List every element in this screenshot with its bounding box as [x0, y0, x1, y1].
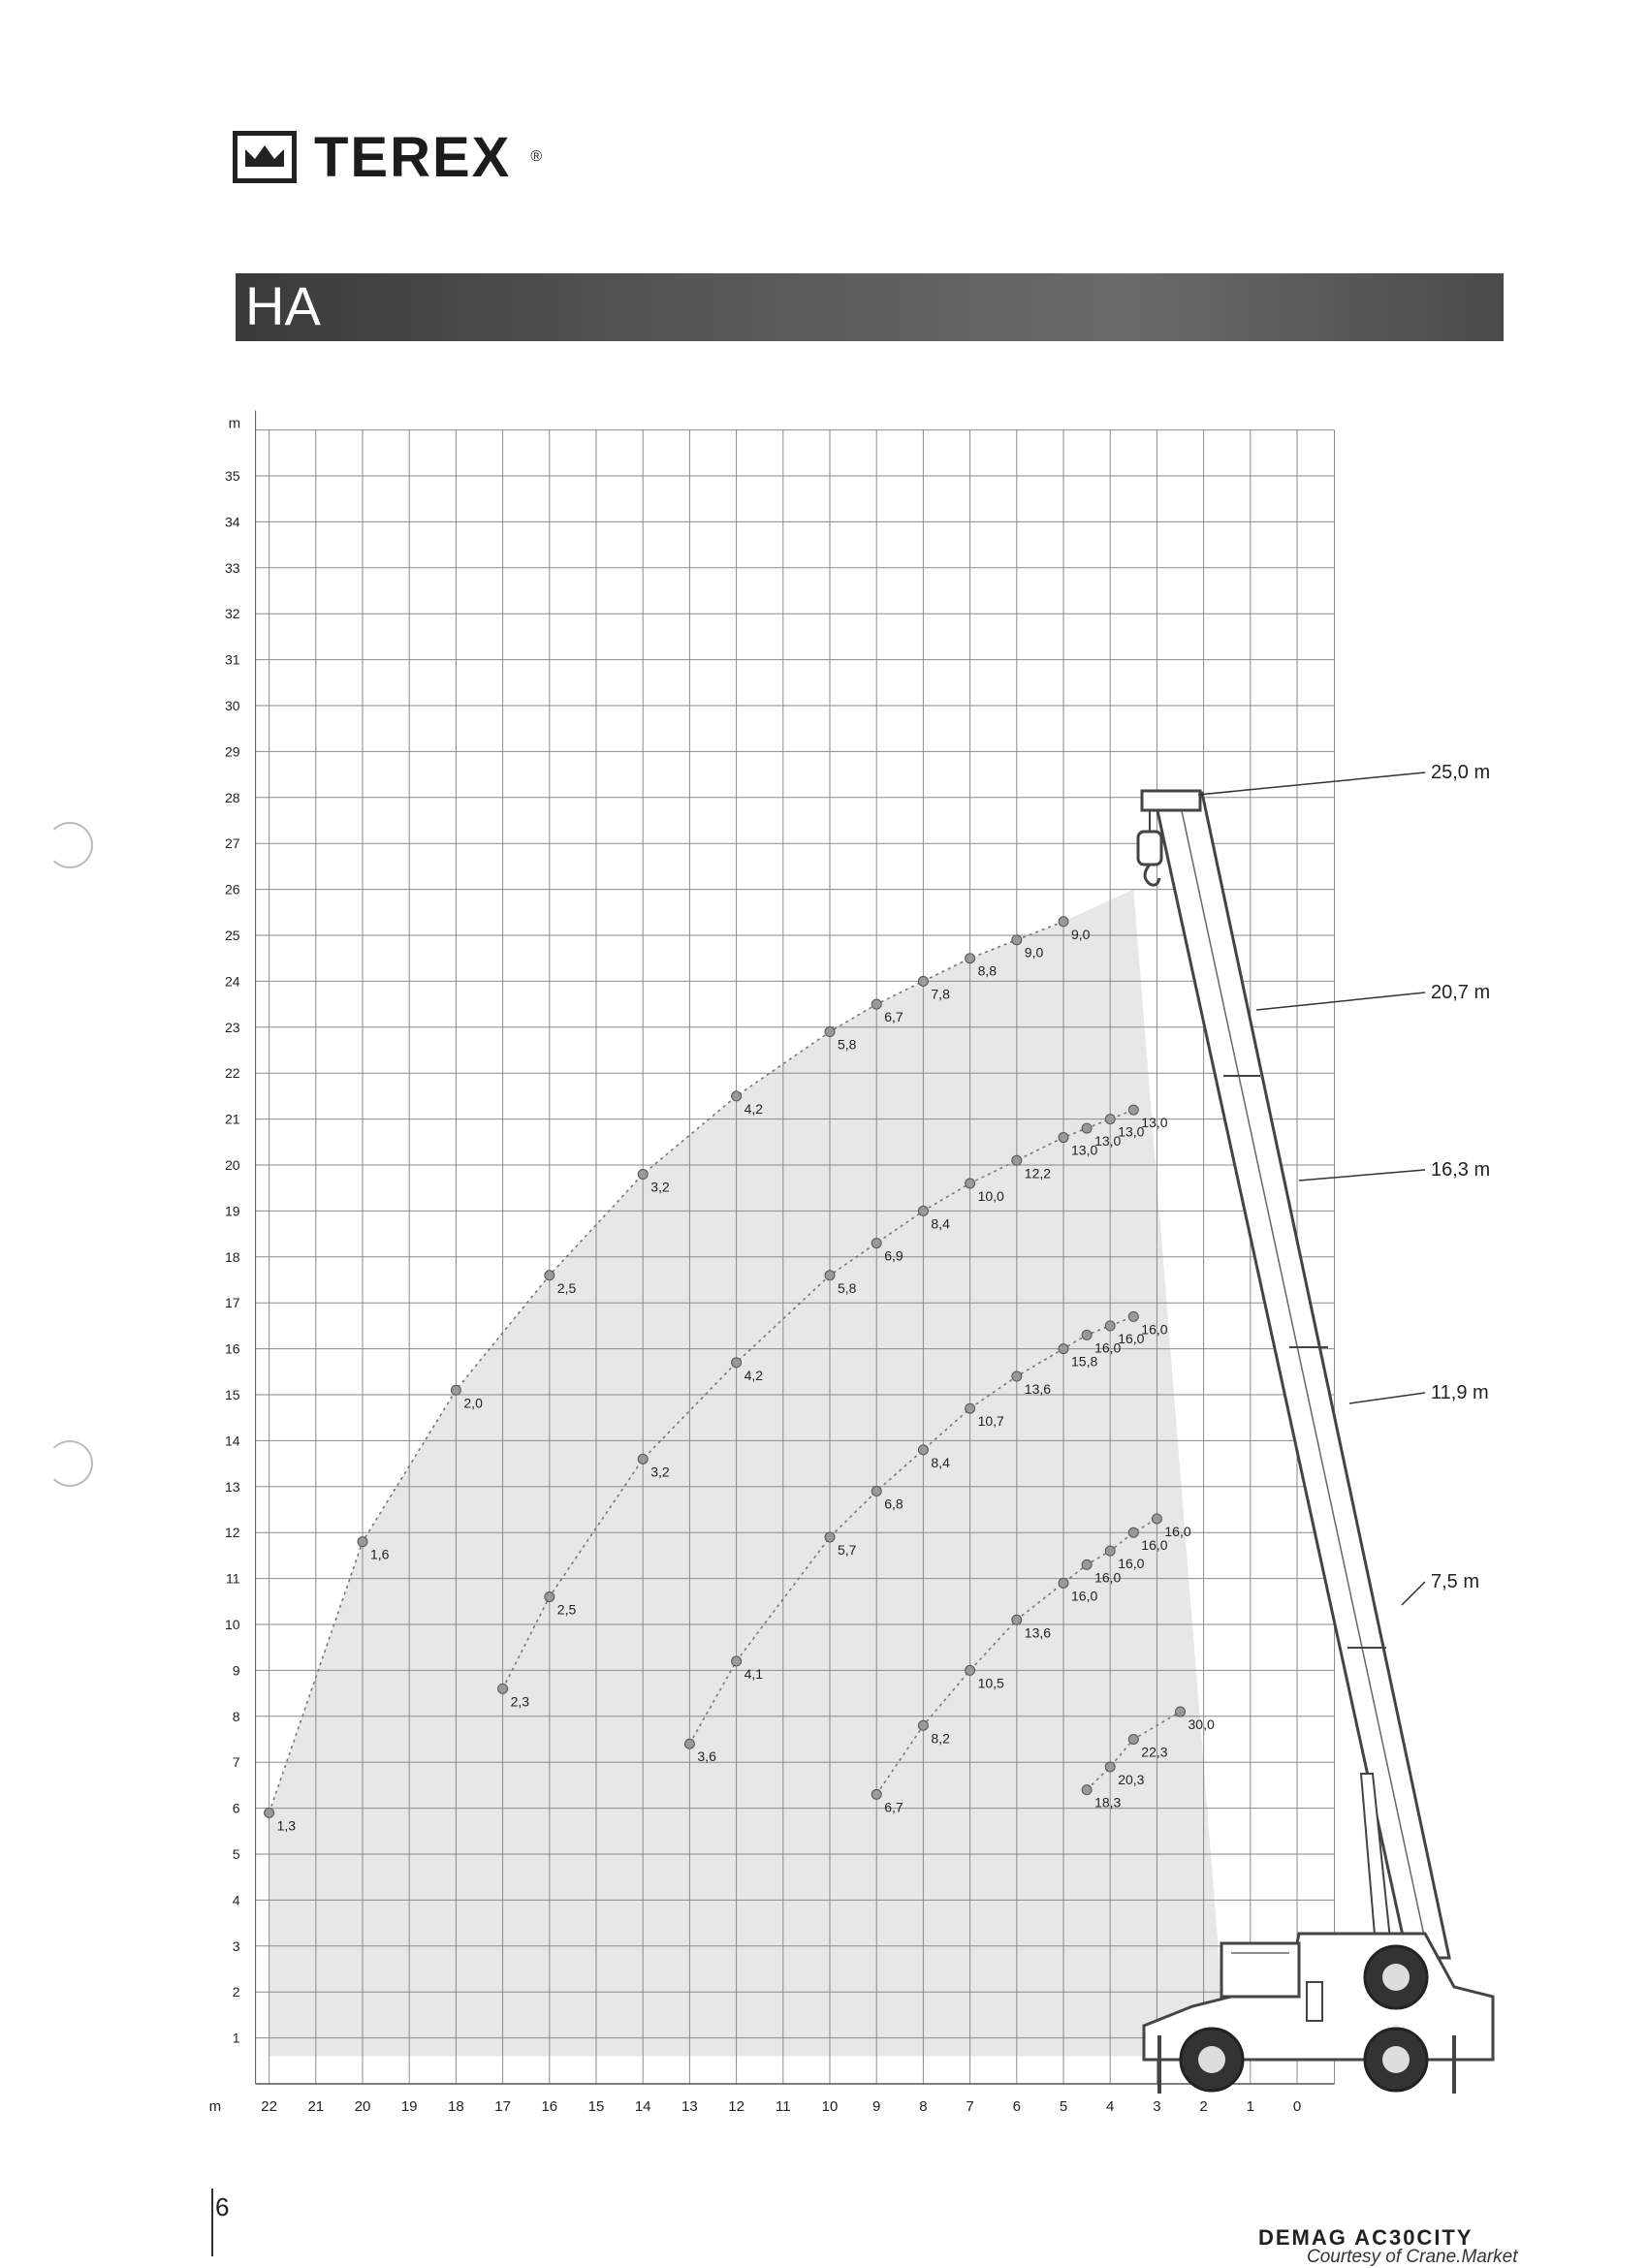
y-tick-label: 22	[225, 1065, 240, 1082]
load-point	[1012, 935, 1022, 945]
y-tick-label: 13	[225, 1478, 240, 1495]
load-point-label: 16,0	[1094, 1569, 1122, 1586]
range-shade-area	[269, 890, 1227, 2057]
x-tick-label: 14	[634, 2098, 651, 2115]
load-point-label: 8,8	[977, 962, 998, 979]
crane-cab	[1221, 1943, 1299, 1997]
y-tick-label: 5	[232, 1846, 240, 1862]
load-point	[1059, 1133, 1068, 1143]
load-point	[732, 1091, 742, 1101]
load-point-label: 5,7	[838, 1541, 857, 1558]
brand-name: TEREX	[314, 125, 512, 189]
x-tick-label: 0	[1292, 2098, 1302, 2115]
load-point	[732, 1358, 742, 1368]
load-point-label: 20,3	[1118, 1771, 1145, 1787]
load-point	[498, 1684, 508, 1693]
load-point	[545, 1271, 555, 1280]
load-point	[825, 1532, 835, 1542]
load-point-label: 2,3	[510, 1693, 530, 1710]
load-point-label: 13,6	[1024, 1381, 1052, 1398]
load-point	[1059, 917, 1068, 927]
y-tick-label: 27	[225, 835, 240, 852]
y-tick-label: 12	[225, 1525, 240, 1541]
load-point-label: 2,0	[463, 1395, 483, 1411]
x-tick-label: 2	[1199, 2098, 1208, 2115]
wheel-hub	[1382, 1964, 1410, 1991]
x-tick-label: 16	[541, 2098, 558, 2115]
load-point-label: 10,5	[977, 1675, 1004, 1691]
load-point	[872, 1487, 881, 1496]
load-point	[1176, 1707, 1186, 1717]
y-tick-label: 20	[225, 1157, 240, 1173]
load-point	[872, 999, 881, 1009]
x-tick-label: 12	[728, 2098, 745, 2115]
y-tick-label: 8	[232, 1708, 240, 1724]
load-point-label: 5,8	[838, 1279, 857, 1296]
x-tick-label: 17	[494, 2098, 511, 2115]
boom-label-leader	[1299, 1170, 1425, 1181]
load-point-label: 6,7	[884, 1009, 903, 1025]
load-point-label: 8,2	[931, 1730, 950, 1747]
load-point	[1105, 1762, 1115, 1772]
load-point-label: 9,0	[1024, 944, 1044, 961]
load-point-label: 4,2	[744, 1100, 764, 1117]
load-point	[1105, 1115, 1115, 1124]
load-point-label: 3,2	[650, 1179, 670, 1195]
load-point-label: 4,1	[744, 1665, 764, 1682]
load-point	[966, 1665, 975, 1675]
load-point	[1105, 1546, 1115, 1556]
load-point-label: 13,6	[1024, 1624, 1052, 1641]
load-point-label: 10,7	[977, 1413, 1004, 1430]
load-point	[1128, 1528, 1138, 1537]
y-tick-label: 3	[232, 1937, 240, 1954]
x-tick-label: 21	[307, 2098, 325, 2115]
x-tick-label: 8	[919, 2098, 928, 2115]
load-point	[684, 1739, 694, 1748]
load-point-label: 16,0	[1118, 1330, 1145, 1346]
load-point-label: 30,0	[1188, 1717, 1215, 1733]
load-point-label: 15,8	[1071, 1353, 1098, 1370]
section-header-label: HA	[245, 275, 321, 336]
y-tick-label: 19	[225, 1203, 240, 1219]
x-tick-label: 11	[776, 2098, 791, 2115]
load-point	[1012, 1371, 1022, 1381]
load-point	[1012, 1615, 1022, 1624]
y-tick-label: 29	[225, 743, 240, 760]
load-point	[918, 1445, 928, 1455]
y-tick-label: 32	[225, 606, 240, 622]
y-tick-label: 25	[225, 928, 240, 943]
x-tick-label: 9	[872, 2098, 881, 2115]
load-point-label: 16,0	[1118, 1556, 1145, 1572]
boom-label-leader	[1402, 1582, 1425, 1605]
load-point	[872, 1789, 881, 1799]
load-point	[1152, 1514, 1161, 1524]
load-point-label: 1,3	[276, 1817, 297, 1834]
x-tick-label: 20	[354, 2098, 371, 2115]
load-point-label: 3,2	[650, 1464, 670, 1480]
load-point	[1059, 1344, 1068, 1354]
load-point	[825, 1027, 835, 1037]
registered-mark: ®	[530, 148, 543, 165]
x-tick-label: 3	[1153, 2098, 1161, 2115]
load-point	[545, 1592, 555, 1602]
load-point-label: 12,2	[1024, 1165, 1052, 1181]
load-point	[1128, 1735, 1138, 1745]
load-point	[918, 1206, 928, 1215]
boom-label-leader	[1349, 1393, 1425, 1403]
load-point-label: 6,9	[884, 1247, 903, 1264]
load-point-label: 13,0	[1118, 1123, 1145, 1140]
y-tick-label: 26	[225, 881, 240, 898]
load-point-label: 18,3	[1094, 1794, 1122, 1811]
load-point	[732, 1656, 742, 1666]
y-tick-label: 9	[232, 1662, 240, 1679]
boom-length-label: 16,3 m	[1431, 1159, 1491, 1181]
load-point	[1012, 1155, 1022, 1165]
x-tick-label: 7	[966, 2098, 974, 2115]
x-tick-label: 15	[587, 2098, 605, 2115]
load-point-label: 6,8	[884, 1496, 903, 1512]
y-tick-label: 10	[225, 1617, 240, 1632]
x-tick-label: 4	[1106, 2098, 1115, 2115]
y-tick-label: 1	[232, 2030, 240, 2046]
range-shading	[269, 890, 1227, 2057]
boom-label-leader	[1198, 772, 1425, 795]
y-tick-label: 7	[232, 1754, 240, 1771]
boom-centerline	[1178, 793, 1429, 1958]
y-axis-unit: m	[228, 415, 241, 432]
load-point-label: 13,0	[1094, 1133, 1122, 1150]
load-point	[966, 1403, 975, 1413]
y-tick-label: 33	[225, 559, 240, 576]
x-tick-label: 1	[1246, 2098, 1254, 2115]
load-point-label: 13,0	[1141, 1115, 1168, 1131]
load-point-label: 9,0	[1071, 926, 1091, 942]
page-number-rule	[211, 2189, 213, 2256]
credit-text: Courtesy of Crane.Market	[1307, 2247, 1518, 2267]
load-point	[1059, 1578, 1068, 1588]
load-point	[1082, 1330, 1092, 1339]
load-point-label: 16,0	[1141, 1537, 1168, 1554]
hook-block	[1138, 832, 1161, 865]
model-label: DEMAG AC30CITY	[1258, 2225, 1474, 2250]
load-point	[1082, 1123, 1092, 1133]
load-point	[966, 954, 975, 963]
wheel-hub	[1382, 2046, 1410, 2073]
wheel-hub	[1198, 2046, 1225, 2073]
y-tick-label: 4	[232, 1892, 240, 1908]
y-tick-label: 15	[225, 1387, 240, 1402]
x-tick-label: 18	[448, 2098, 464, 2115]
x-tick-label: 19	[400, 2098, 418, 2115]
y-tick-label: 6	[232, 1800, 240, 1816]
y-tick-label: 16	[225, 1340, 240, 1357]
load-point-label: 8,4	[931, 1454, 950, 1470]
boom-head	[1142, 791, 1200, 810]
load-point	[1128, 1311, 1138, 1321]
load-point-label: 7,8	[931, 986, 950, 1002]
load-point	[451, 1385, 460, 1395]
x-tick-label: 5	[1059, 2098, 1068, 2115]
x-tick-label: 10	[821, 2098, 839, 2115]
x-tick-label: 6	[1012, 2098, 1021, 2115]
load-point-label: 16,0	[1071, 1588, 1098, 1604]
load-point-label: 8,4	[931, 1215, 950, 1232]
load-point-label: 13,0	[1071, 1142, 1098, 1158]
load-point-label: 16,0	[1141, 1321, 1168, 1338]
y-tick-label: 11	[226, 1570, 240, 1587]
boom-length-label: 7,5 m	[1431, 1571, 1480, 1592]
y-tick-label: 18	[225, 1248, 240, 1265]
boom-length-label: 11,9 m	[1431, 1382, 1489, 1403]
load-point	[872, 1239, 881, 1248]
load-point-label: 16,0	[1094, 1339, 1122, 1356]
load-point-label: 22,3	[1141, 1744, 1168, 1760]
load-point	[638, 1169, 648, 1179]
load-point	[966, 1179, 975, 1188]
load-point	[918, 1720, 928, 1730]
page-number: 6	[215, 2192, 230, 2221]
y-tick-label: 24	[225, 973, 240, 990]
y-tick-label: 34	[225, 514, 240, 530]
y-tick-label: 17	[225, 1295, 240, 1311]
load-point	[825, 1271, 835, 1280]
load-point	[1105, 1321, 1115, 1331]
y-tick-label: 21	[225, 1111, 240, 1127]
load-point	[1128, 1105, 1138, 1115]
y-tick-label: 14	[225, 1433, 240, 1449]
load-point	[918, 976, 928, 986]
y-tick-label: 28	[225, 789, 240, 805]
y-tick-label: 35	[225, 468, 240, 484]
load-point	[638, 1454, 648, 1464]
load-point-label: 1,6	[370, 1546, 390, 1562]
load-point-label: 10,0	[977, 1187, 1004, 1204]
boom-length-label: 25,0 m	[1431, 762, 1491, 783]
load-point-label: 6,7	[884, 1799, 903, 1815]
load-point-label: 4,2	[744, 1367, 764, 1383]
x-axis-unit: m	[208, 2098, 222, 2115]
crane-step	[1307, 1982, 1322, 2021]
load-point-label: 16,0	[1164, 1523, 1191, 1539]
load-point	[1082, 1559, 1092, 1569]
boom-length-label: 20,7 m	[1431, 982, 1491, 1003]
x-tick-label: 13	[681, 2098, 698, 2115]
load-point-label: 5,8	[838, 1036, 857, 1053]
x-tick-label: 22	[261, 2098, 277, 2115]
y-tick-label: 23	[225, 1019, 240, 1035]
load-point	[358, 1537, 367, 1547]
y-tick-label: 31	[225, 651, 240, 668]
y-tick-label: 2	[232, 1984, 240, 2000]
boom-label-leader	[1256, 992, 1425, 1010]
y-tick-label: 30	[225, 698, 240, 713]
load-point	[265, 1808, 274, 1817]
load-point-label: 3,6	[697, 1748, 716, 1765]
load-point	[1082, 1785, 1092, 1795]
load-point-label: 2,5	[556, 1601, 577, 1618]
load-point-label: 2,5	[556, 1279, 577, 1296]
